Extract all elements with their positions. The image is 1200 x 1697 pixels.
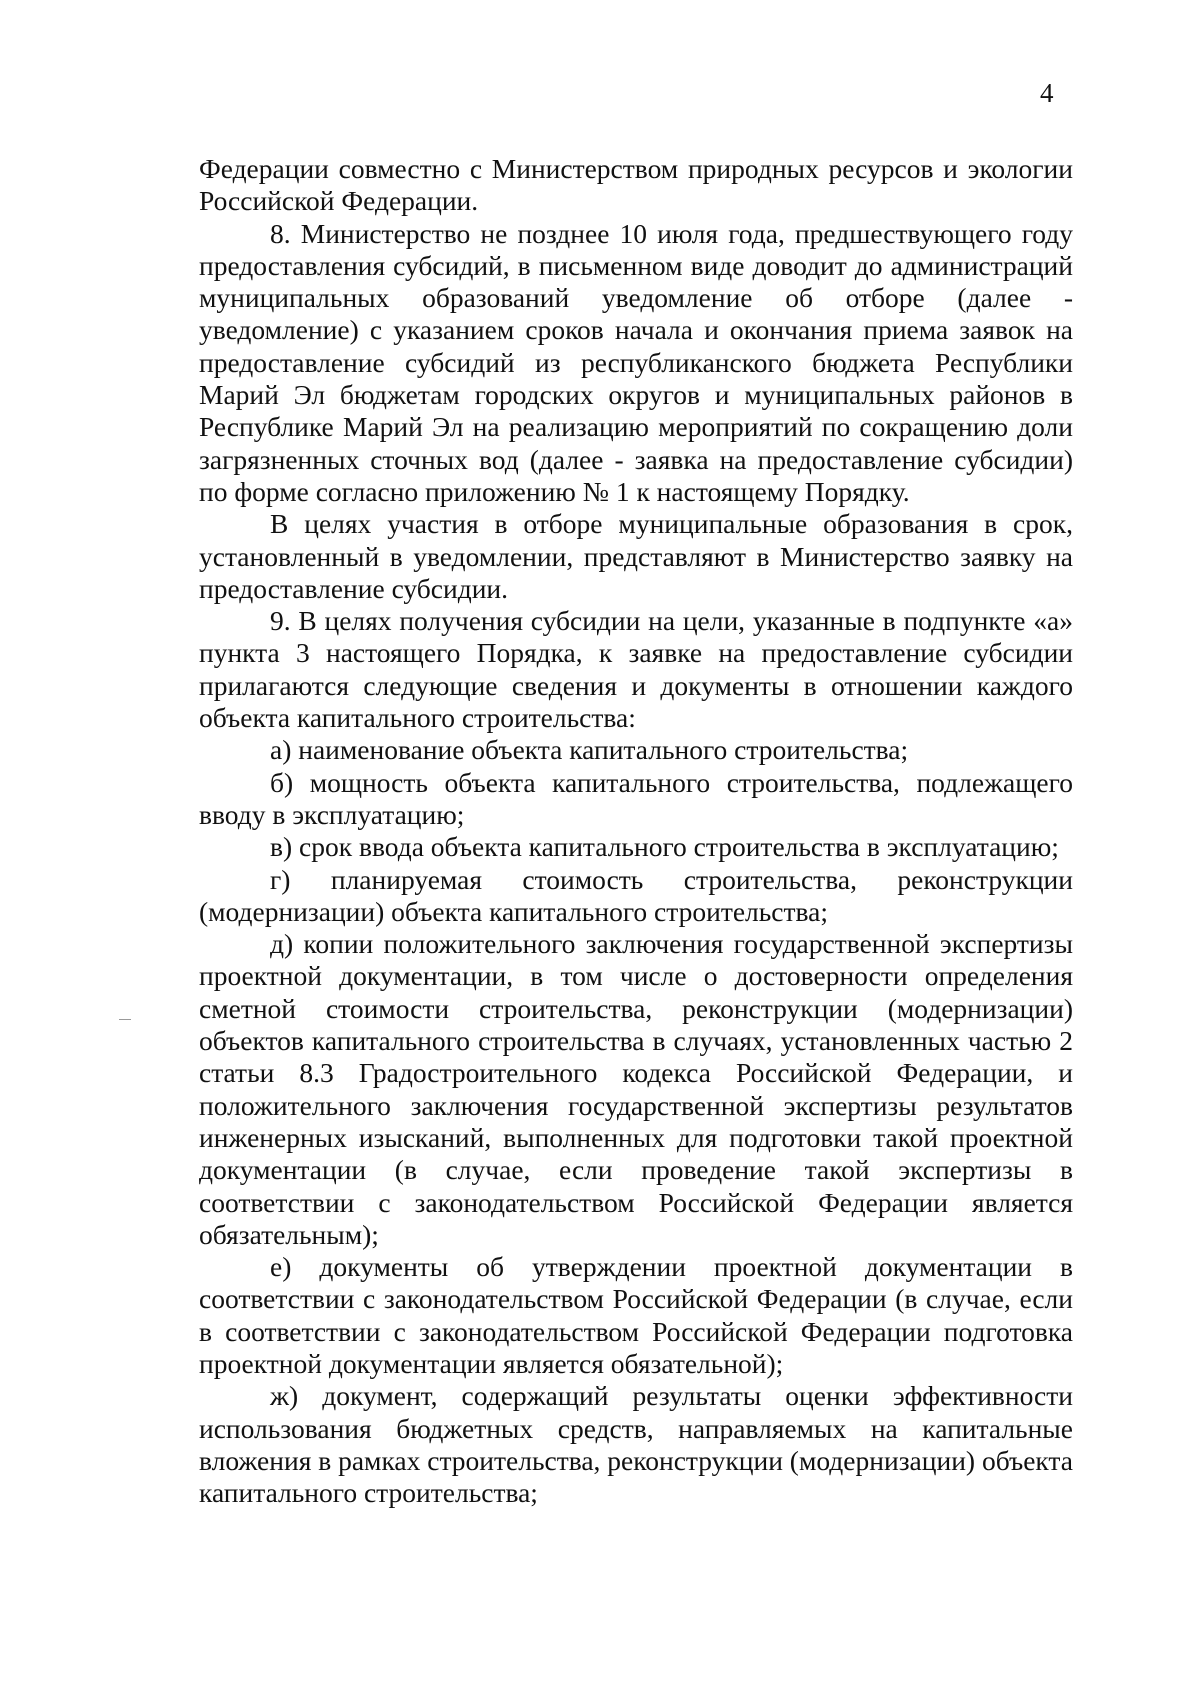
subitem-v: в) срок ввода объекта капитального строительства в эксплуатацию; — [270, 831, 1059, 863]
paragraph-item-8: 8. Министерство не позднее 10 июля года, предшествующего году предоставления субсидий, в письменном виде доводит до администраций муниципальных образований уведомление об отборе (далее - уведомление) с указанием сроков начала и окончания приема заявок на предоставление субсидий из республиканского бюджета Республики Марий Эл бюджетам городских округов и муниципальных районов в Республике Марий Эл на реализацию мероприятий по сокращению доли загрязненных сточных вод (далее - заявка на предоставление субсидии) по форме согласно приложению № 1 к настоящему Порядку. — [199, 217, 1073, 507]
subitem-e: е) документы об утверждении проектной документации в соответствии с законодательством Российской Федерации (в случае, если в соответствии с законодательством Российской Федерации подготовка проектной документации является обязательной); — [199, 1251, 1073, 1379]
document-body — [199, 153, 1073, 1509]
subitem-d: д) копии положительного заключения государственной экспертизы проектной документации, в том числе о достоверности определения сметной стоимости строительства, реконструкции (модернизации) объектов капитального строительства в случаях, установленных частью 2 статьи 8.3 Градостроительного кодекса Российской Федерации, и положительного заключения государственной экспертизы результатов инженерных изысканий, выполненных для подготовки такой проектной документации (в случае, если проведение такой экспертизы в соответствии с законодательством Российской Федерации является обязательным); — [199, 928, 1073, 1250]
margin-mark — [119, 1019, 131, 1020]
paragraph-participation: В целях участия в отборе муниципальные образования в срок, установленный в уведомлении, представляют в Министерство заявку на предоставление субсидии. — [199, 508, 1073, 604]
subitem-a: а) наименование объекта капитального строительства; — [270, 734, 909, 766]
subitem-b: б) мощность объекта капитального строительства, подлежащего вводу в эксплуатацию; — [199, 766, 1073, 830]
paragraph-continuation: Федерации совместно с Министерством природных ресурсов и экологии Российской Федерации. — [199, 153, 1073, 217]
page-number: 4 — [1040, 78, 1054, 108]
paragraph-item-9: 9. В целях получения субсидии на цели, указанные в подпункте «а» пункта 3 настоящего Порядка, к заявке на предоставление субсидии прилагаются следующие сведения и документы в отношении каждого объекта капитального строительства: — [199, 605, 1073, 734]
subitem-zh: ж) документ, содержащий результаты оценки эффективности использования бюджетных средств, направляемых на капитальные вложения в рамках строительства, реконструкции (модернизации) объекта капитального строительства; — [199, 1380, 1073, 1509]
subitem-g: г) планируемая стоимость строительства, реконструкции (модернизации) объекта капитального строительства; — [199, 863, 1073, 927]
